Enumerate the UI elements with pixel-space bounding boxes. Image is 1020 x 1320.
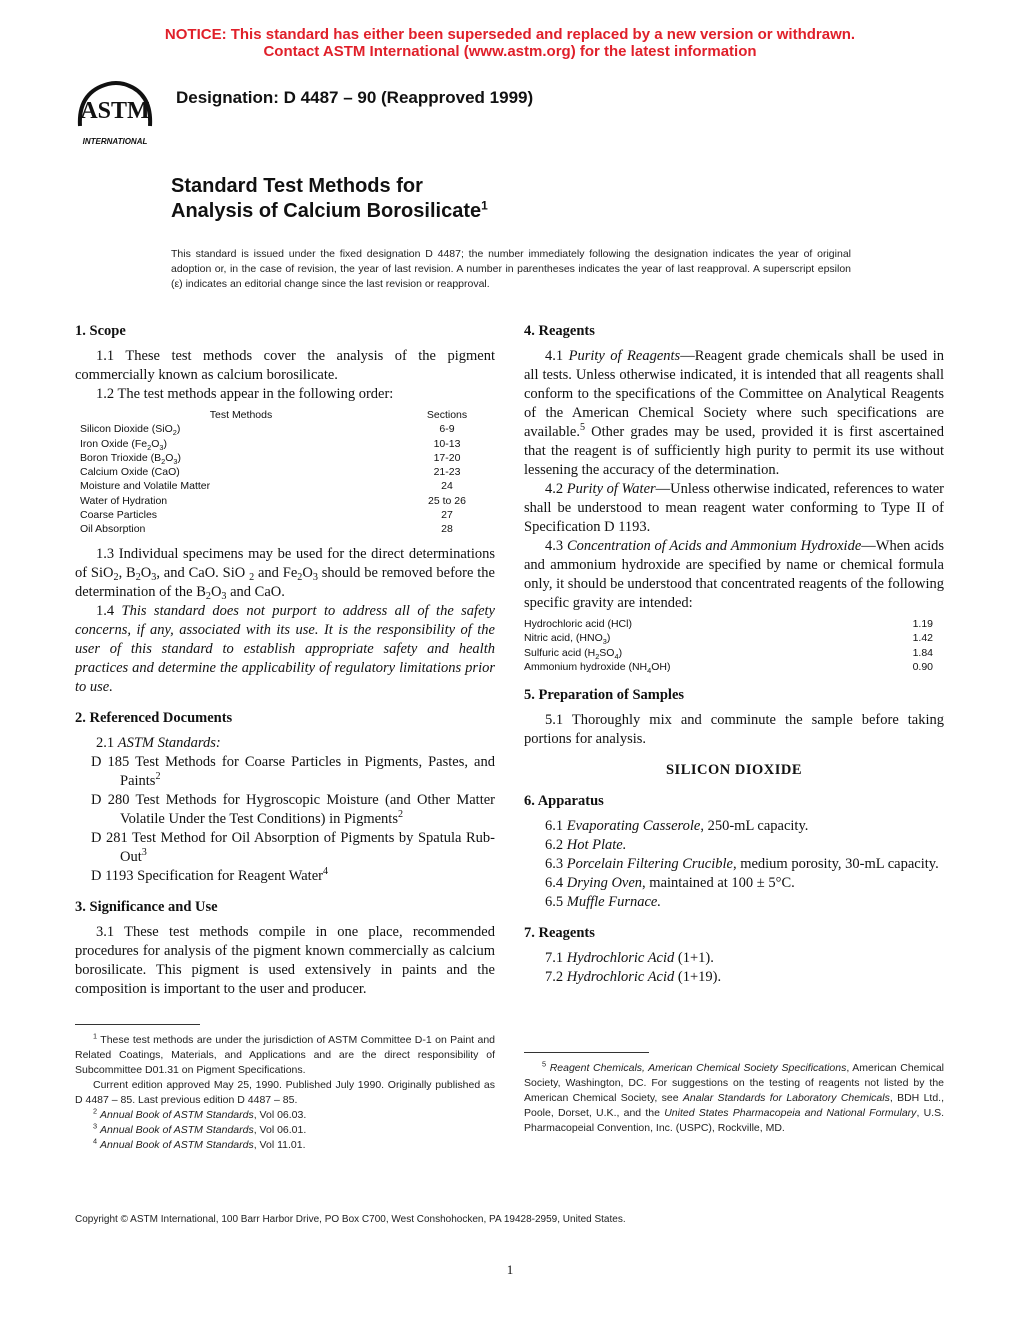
- issuance-statement: This standard is issued under the fixed designation D 4487; the number immediately following the designation indicates the year of original adoption or, in the case of revision, the year of last revision. A number in parentheses indicates the year of last reapproval. A superscript epsilon (ε) indicates an editorial change since the last revision or reapproval.: [171, 248, 851, 290]
- paragraph-4-1: 4.1 Purity of Reagents—Reagent grade chemicals shall be used in all tests. Unless otherwise indicated, it is intended that all reagents shall conform to the specifications of the Committee on Analytical Reagents of the American Chemical Society where such specifications are available.$^5$ Other grades may be used, provided it is first ascertained that the reagent is of sufficiently high purity to permit its use without lessening the accuracy of the determination.: [524, 348, 945, 478]
- footnote-rule: [75, 1024, 200, 1025]
- right-footnotes: [524, 1052, 944, 1136]
- table-row: Sulfuric acid $(H_2SO_4)$ 1.84: [524, 646, 933, 661]
- table-row: Silicon Dioxide (SiO$_2$) 6-9: [80, 423, 455, 438]
- apparatus-item: 6.1 Evaporating Casserole, 250-mL capacity.: [545, 818, 809, 835]
- table-header-methods: Test Methods: [209, 409, 273, 421]
- reference-item: D 280 Test Methods for Hygroscopic Moisture (and Other Matter Volatile Under the Test Conditions) in Pigments$^2$: [91, 791, 495, 827]
- silicon-dioxide-heading: SILICON DIOXIDE: [665, 762, 803, 779]
- reagent-item: 7.2 Hydrochloric Acid (1+19).: [545, 969, 722, 986]
- reagent-item: 7.1 Hydrochloric Acid (1+1).: [545, 950, 714, 967]
- footnote-4: $^4$ Annual Book of ASTM Standards, Vol 11.01.: [93, 1136, 306, 1151]
- paragraph-4-2: 4.2 Purity of Water—Unless otherwise indicated, references to water shall be understood to mean reagent water conforming to Type II of Specification D 1193.: [524, 481, 944, 535]
- footnote-rule: [524, 1052, 649, 1053]
- logo-word: INTERNATIONAL: [82, 137, 148, 146]
- section-heading-preparation: 5. Preparation of Samples: [524, 687, 685, 704]
- table-row: Water of Hydration 25 to 26: [80, 494, 466, 507]
- test-methods-table: [80, 408, 492, 537]
- notice-line-1: NOTICE: This standard has either been superseded and replaced by a new version or withdrawn.: [164, 26, 856, 43]
- title-line-1: Standard Test Methods for: [171, 175, 423, 197]
- table-row: Ammonium hydroxide $(NH_4OH)$ 0.90: [524, 660, 933, 675]
- apparatus-item: 6.3 Porcelain Filtering Crucible, medium porosity, 30-mL capacity.: [545, 856, 939, 873]
- paragraph-4-3: 4.3 Concentration of Acids and Ammonium Hydroxide—When acids and ammonium hydroxide are specified by name or chemical formula only, it should be understood that concentrated reagents of the following specific gravity are intended:: [524, 538, 945, 611]
- paragraph-1-2: 1.2 The test methods appear in the following order:: [96, 386, 394, 402]
- footnote-5: $^5$ Reagent Chemicals, American Chemical Society Specifications, American Chemical Society, Washington, DC. For suggestions on the testing of reagents not listed by the American Chemical Society, see Analar Standards for Laboratory Chemicals, BDH Ltd., Poole, Dorset, U.K., and the United States Pharmacopeia and National Formulary, U.S. Pharmacopeial Convention, Inc. (USPC), Rockville, MD.: [524, 1059, 944, 1134]
- apparatus-item: 6.4 Drying Oven, maintained at 100 ± 5°C.: [545, 875, 795, 892]
- section-heading-scope: 1. Scope: [75, 323, 126, 339]
- paragraph-5-1: 5.1 Thoroughly mix and comminute the sample before taking portions for analysis.: [524, 712, 944, 748]
- footnote-3: $^3$ Annual Book of ASTM Standards, Vol 06.01.: [93, 1121, 307, 1136]
- document-title: [171, 174, 488, 224]
- reference-item: D 185 Test Methods for Coarse Particles in Pigments, Pastes, and Paints$^2$: [91, 753, 495, 789]
- footnote-current-edition: Current edition approved May 25, 1990. Published July 1990. Originally published as D 4487 – 85. Last previous edition D 4487 – 85.: [75, 1079, 495, 1106]
- left-footnotes: [75, 1024, 495, 1153]
- paragraph-1-3: 1.3 Individual specimens may be used for the direct determinations of SiO$_2$, $B_2O_3$, and CaO. SiO $_2$ and $Fe_2O_3$ should be removed before the determination of the $B_2O_3$ and CaO.: [75, 545, 495, 602]
- footnote-1: $^1$ These test methods are under the jurisdiction of ASTM Committee D-1 on Paint and Related Coatings, Materials, and Applications and are the direct responsibility of Subcommittee D01.31 on Pigment Specifications.: [75, 1031, 495, 1076]
- section-heading-referenced-documents: 2. Referenced Documents: [75, 709, 233, 726]
- footnote-2: $^2$ Annual Book of ASTM Standards, Vol 06.03.: [93, 1106, 307, 1121]
- right-column: [524, 322, 944, 987]
- left-column: [75, 322, 495, 999]
- copyright-line: Copyright © ASTM International, 100 Barr Harbor Drive, PO Box C700, West Conshohocken, PA 19428-2959, United States.: [75, 1214, 626, 1225]
- paragraph-1-4: 1.4 This standard does not purport to address all of the safety concerns, if any, associated with its use. It is the responsibility of the user of this standard to establish appropriate safety and health practices and determine the applicability of regulatory limitations prior to use.: [75, 602, 495, 695]
- section-heading-apparatus: 6. Apparatus: [524, 793, 604, 810]
- apparatus-item: 6.2 Hot Plate.: [545, 837, 627, 854]
- section-heading-significance: 3. Significance and Use: [75, 898, 218, 915]
- table-row: Hydrochloric acid (HCl) 1.19: [524, 618, 933, 630]
- paragraph-3-1: 3.1 These test methods compile in one place, recommended procedures for analysis of the pigment known commercially as calcium borosilicate. This pigment is used extensively in paints and the composition is important to the user and producer.: [75, 923, 495, 997]
- astm-logo: [66, 74, 164, 148]
- section-heading-reagents: 4. Reagents: [524, 323, 595, 339]
- superseded-notice: [0, 26, 1020, 60]
- title-line-2: Analysis of Calcium Borosilicate$^1$: [171, 198, 488, 222]
- table-header-sections: Sections: [426, 409, 468, 421]
- table-row: Coarse Particles 27: [80, 509, 453, 522]
- table-row: Oil Absorption 28: [80, 523, 453, 536]
- reference-item: D 281 Test Method for Oil Absorption of Pigments by Spatula Rub-Out$^3$: [91, 829, 495, 865]
- paragraph-1-1: 1.1 These test methods cover the analysis of the pigment commercially known as calcium borosilicate.: [75, 348, 495, 383]
- table-row: Calcium Oxide (CaO) 21-23: [80, 466, 461, 479]
- apparatus-item: 6.5 Muffle Furnace.: [545, 894, 661, 911]
- table-row: Nitric acid, $(HNO_3)$ 1.42: [524, 632, 933, 647]
- notice-line-2: Contact ASTM International (www.astm.org) for the latest information: [263, 43, 757, 60]
- section-heading-reagents-7: 7. Reagents: [524, 925, 595, 942]
- specific-gravity-table: [524, 617, 936, 674]
- table-row: Iron Oxide $(Fe_2O_3)$ 10-13: [80, 437, 461, 452]
- page-number: 1: [506, 1262, 514, 1277]
- table-row: Moisture and Volatile Matter 24: [80, 480, 453, 493]
- designation: Designation: D 4487 – 90 (Reapproved 1999): [176, 88, 534, 107]
- paragraph-2-1: 2.1 ASTM Standards:: [96, 734, 221, 751]
- table-row: Boron Trioxide $(B_2O_3)$ 17-20: [80, 451, 461, 466]
- logo-letters: ASTM: [80, 98, 150, 124]
- reference-item: D 1193 Specification for Reagent Water$^4$: [91, 865, 329, 884]
